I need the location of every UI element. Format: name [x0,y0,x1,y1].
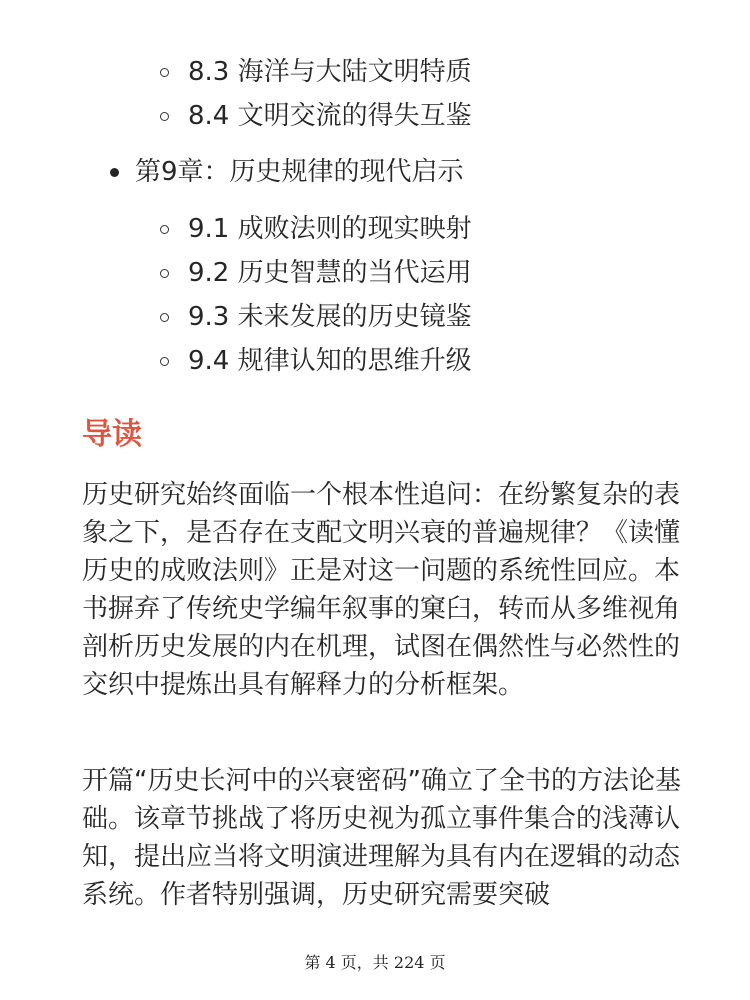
toc-item-label: 9.4 规律认知的思维升级 [188,346,472,376]
page-number: 第 4 页，共 224 页 [304,953,446,972]
toc-chapter9[interactable] [110,150,464,194]
toc-item-label: 9.3 未来发展的历史镜鉴 [188,302,472,332]
hollow-bullet-icon [160,68,169,77]
hollow-bullet-icon [160,112,169,121]
toc-item-label: 9.1 成败法则的现实映射 [188,214,472,244]
intro-paragraph-1: 历史研究始终面临一个根本性追问：在纷繁复杂的表象之下，是否存在支配文明兴衰的普遍规律？《读懂历史的成败法则》正是对这一问题的系统性回应。本书摒弃了传统史学编年叙事的窠臼，转而从多维视角剖析历史发展的内在机理，试图在偶然性与必然性的交织中提炼出具有解释力的分析框架。 [82,480,681,700]
toc-item[interactable] [160,251,472,295]
hollow-bullet-icon [160,269,169,278]
toc-item-label: 9.2 历史智慧的当代运用 [188,258,472,288]
toc-item[interactable] [160,50,472,94]
intro-paragraph-2: 开篇“历史长河中的兴衰密码”确立了全书的方法论基础。该章节挑战了将历史视为孤立事件集合的浅薄认知，提出应当将文明演进理解为具有内在逻辑的动态系统。作者特别强调，历史研究需要突破 [82,766,681,910]
hollow-bullet-icon [160,357,169,366]
toc-chapter8-list [160,50,472,138]
toc-chapter-title: 第9章：历史规律的现代启示 [135,157,464,187]
hollow-bullet-icon [160,225,169,234]
toc-item[interactable] [160,94,472,138]
toc-item[interactable] [160,295,472,339]
toc-item-label: 8.4 文明交流的得失互鉴 [188,101,472,131]
toc-chapter9-list [160,207,472,383]
toc-item[interactable] [160,207,472,251]
filled-bullet-icon [110,168,119,177]
section-heading: 导读 [82,417,142,452]
hollow-bullet-icon [160,313,169,322]
toc-item[interactable] [160,339,472,383]
toc-item-label: 8.3 海洋与大陆文明特质 [188,57,472,87]
